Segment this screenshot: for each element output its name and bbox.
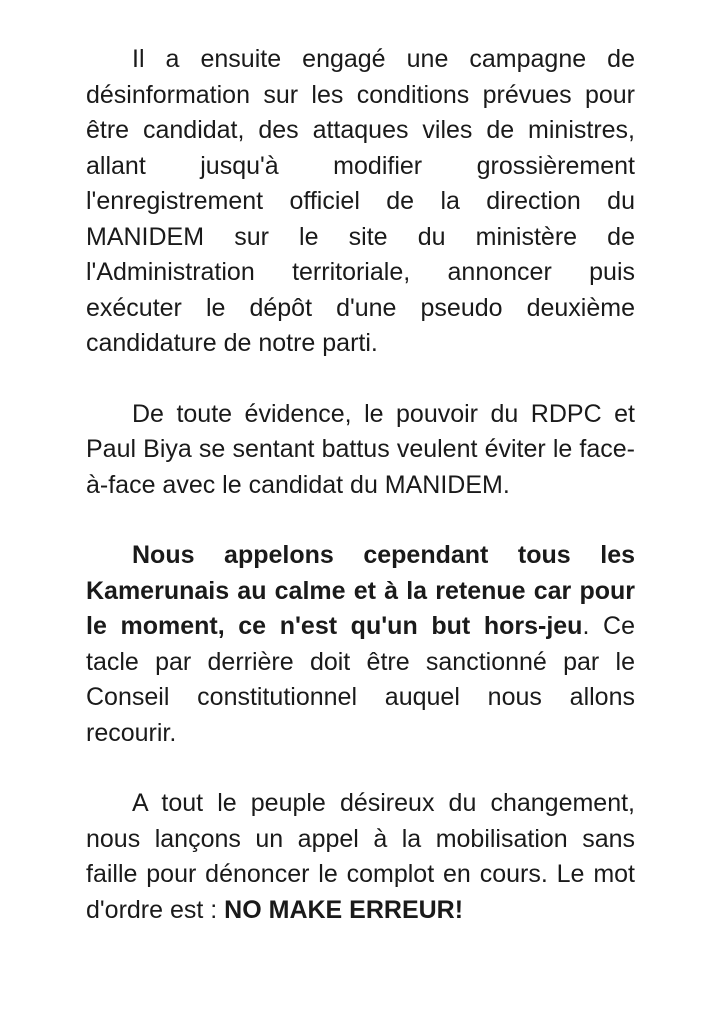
slogan-text: NO MAKE ERREUR! — [224, 895, 464, 924]
document-page — [86, 42, 635, 963]
paragraph-appeal-bold-text: Nous appelons cependant tous les Kamerunais au calme et à la retenue car pour le moment, ce n'est qu'un but hors-jeu — [86, 541, 635, 640]
paragraph-appeal — [86, 538, 635, 751]
paragraph-mobilisation-text: A tout le peuple désireux du changement, nous lançons un appel à la mobilisation sans faille pour dénoncer le complot en cours. Le mot d'ordre est : — [86, 789, 635, 924]
paragraph-appeal-text: . Ce tacle par derrière doit être sanctionné par le Conseil constitutionnel auquel nous allons recourir. — [86, 612, 635, 747]
paragraph-mobilisation — [86, 786, 635, 928]
paragraph-campaign — [86, 42, 635, 362]
paragraph-evidence — [86, 397, 635, 504]
paragraph-evidence-text: De toute évidence, le pouvoir du RDPC et Paul Biya se sentant battus veulent éviter le face-à-face avec le candidat du MANIDEM. — [86, 399, 635, 499]
paragraph-campaign-text: Il a ensuite engagé une campagne de désinformation sur les conditions prévues pour être candidat, des attaques viles de ministres, allant jusqu'à modifier grossièrement l'enregistrement officiel de la direction du MANIDEM sur le site du ministère de l'Administration territoriale, annoncer puis exécuter le dépôt d'une pseudo deuxième candidature de notre parti. — [86, 45, 635, 357]
